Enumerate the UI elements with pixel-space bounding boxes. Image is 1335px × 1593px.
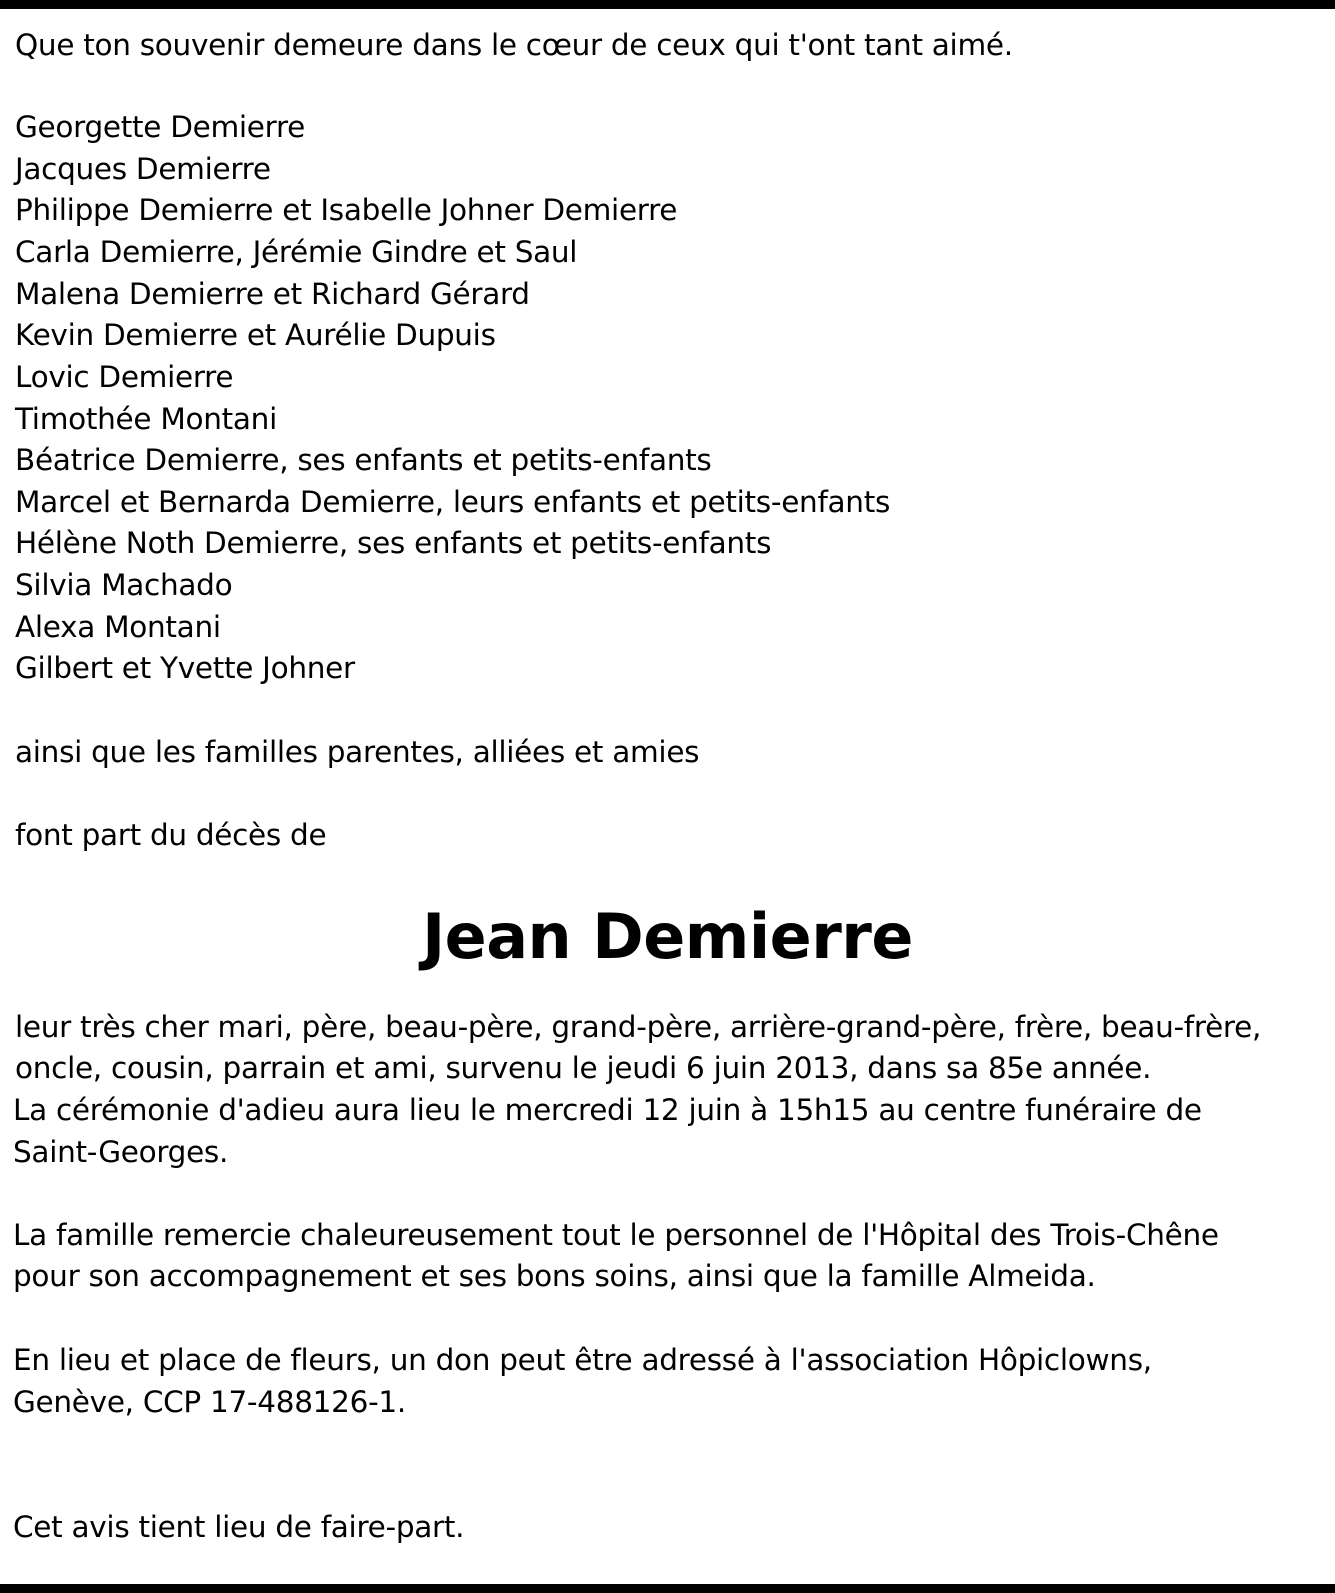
family-member: Hélène Noth Demierre, ses enfants et petits-enfants bbox=[15, 526, 772, 560]
thanks-line: La famille remercie chaleureusement tout le personnel de l'Hôpital des Trois-Chêne bbox=[13, 1218, 1219, 1252]
family-member: Kevin Demierre et Aurélie Dupuis bbox=[15, 318, 496, 352]
donation-line: En lieu et place de fleurs, un don peut être adressé à l'association Hôpiclowns, bbox=[13, 1343, 1152, 1377]
bottom-rule bbox=[0, 1584, 1335, 1593]
body-line: leur très cher mari, père, beau-père, grand-père, arrière-grand-père, frère, beau-frère, bbox=[15, 1010, 1262, 1044]
body-line: oncle, cousin, parrain et ami, survenu le jeudi 6 juin 2013, dans sa 85e année. bbox=[15, 1051, 1152, 1085]
family-member: Philippe Demierre et Isabelle Johner Demierre bbox=[15, 193, 678, 227]
family-member: Timothée Montani bbox=[15, 402, 277, 436]
family-member: Georgette Demierre bbox=[15, 110, 305, 144]
family-member: Béatrice Demierre, ses enfants et petits-enfants bbox=[15, 443, 712, 477]
epigraph: Que ton souvenir demeure dans le cœur de ceux qui t'ont tant aimé. bbox=[15, 28, 1013, 62]
announcement: font part du décès de bbox=[15, 818, 327, 852]
family-member: Gilbert et Yvette Johner bbox=[15, 651, 355, 685]
closing-note: Cet avis tient lieu de faire-part. bbox=[13, 1510, 465, 1544]
family-member: Malena Demierre et Richard Gérard bbox=[15, 277, 530, 311]
family-member: Alexa Montani bbox=[15, 610, 221, 644]
family-member: Lovic Demierre bbox=[15, 360, 234, 394]
family-member: Carla Demierre, Jérémie Gindre et Saul bbox=[15, 235, 578, 269]
body-line: Saint-Georges. bbox=[13, 1135, 229, 1169]
top-rule bbox=[0, 0, 1335, 9]
extended-family: ainsi que les familles parentes, alliées et amies bbox=[15, 735, 700, 769]
family-member: Silvia Machado bbox=[15, 568, 233, 602]
donation-line: Genève, CCP 17-488126-1. bbox=[13, 1385, 406, 1419]
deceased-name: Jean Demierre bbox=[422, 900, 913, 973]
family-member: Jacques Demierre bbox=[15, 152, 271, 186]
thanks-line: pour son accompagnement et ses bons soins, ainsi que la famille Almeida. bbox=[13, 1259, 1096, 1293]
body-line: La cérémonie d'adieu aura lieu le mercredi 12 juin à 15h15 au centre funéraire de bbox=[13, 1093, 1202, 1127]
family-member: Marcel et Bernarda Demierre, leurs enfants et petits-enfants bbox=[15, 485, 891, 519]
